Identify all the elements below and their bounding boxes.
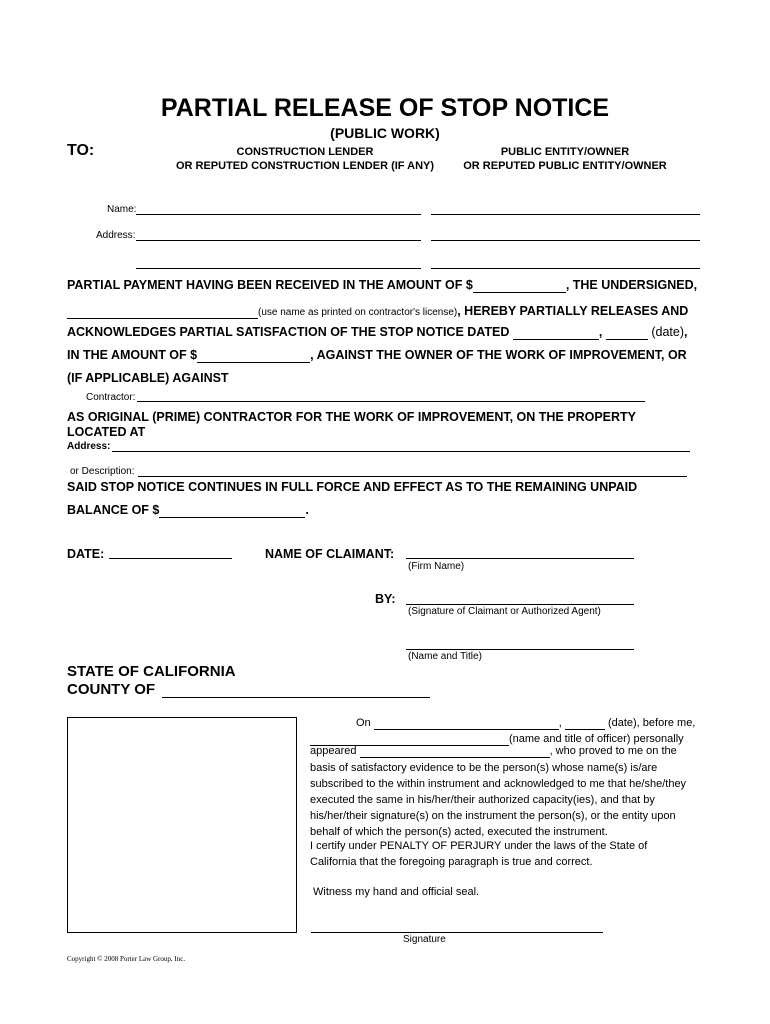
stop-notice-date-field[interactable] — [513, 325, 599, 340]
lender-name-field[interactable] — [136, 214, 421, 215]
proved-text: , who proved to me on the — [549, 745, 677, 757]
entity-address-field-2[interactable] — [431, 268, 700, 269]
name-label: Name: — [107, 204, 137, 215]
payment-amount-field[interactable] — [473, 278, 566, 293]
stop-notice-year-field[interactable] — [606, 325, 648, 340]
contractor-field[interactable] — [137, 401, 645, 402]
description-label: or Description: — [70, 466, 135, 477]
appeared-name-field[interactable] — [360, 745, 550, 758]
notary-year-field[interactable] — [565, 717, 605, 730]
license-hint: (use name as printed on contractor's license) — [258, 307, 458, 318]
notary-seal-box — [67, 717, 297, 933]
contractor-name-line — [67, 302, 688, 320]
entity-heading-1: PUBLIC ENTITY/OWNER — [500, 146, 630, 158]
comma-2: , — [683, 325, 688, 339]
property-description-field[interactable] — [138, 476, 687, 477]
firm-name-caption: (Firm Name) — [408, 561, 465, 572]
by-label: BY: — [375, 592, 396, 606]
entity-address-field[interactable] — [431, 240, 700, 241]
acknowledges-text: ACKNOWLEDGES PARTIAL SATISFACTION OF THE STOP NOTICE DATED — [67, 325, 510, 339]
payment-line — [67, 278, 697, 293]
date-label: DATE: — [67, 547, 105, 561]
original-contractor-line: AS ORIGINAL (PRIME) CONTRACTOR FOR THE WORK OF IMPROVEMENT, ON THE PROPERTY — [67, 410, 636, 424]
notary-on-line: On , (date), before me, — [356, 717, 696, 729]
page-title: PARTIAL RELEASE OF STOP NOTICE — [160, 94, 610, 122]
balance-text: BALANCE OF $ — [67, 503, 160, 517]
to-label: TO: — [67, 142, 95, 159]
claimant-signature-field[interactable] — [406, 604, 634, 605]
property-address-label: Address: — [67, 441, 111, 452]
continues-line: SAID STOP NOTICE CONTINUES IN FULL FORCE AND EFFECT AS TO THE REMAINING UNPAID — [67, 480, 638, 494]
balance-line — [67, 503, 309, 518]
copyright-notice: Copyright © 2008 Porter Law Group, Inc. — [67, 955, 186, 963]
perjury-paragraph: I certify under PENALTY OF PERJURY under the laws of the State of California that the foregoing paragraph is true and correct. — [310, 840, 648, 868]
name-title-field[interactable] — [406, 649, 634, 650]
claimant-label: NAME OF CLAIMANT: — [265, 547, 395, 561]
contractor-license-name-field[interactable] — [67, 304, 258, 319]
property-address-field[interactable] — [112, 451, 690, 452]
date-hint: (date) — [651, 325, 684, 339]
amount-text: IN THE AMOUNT OF $ — [67, 348, 198, 362]
appeared-label: appeared — [310, 745, 357, 757]
notary-date-field[interactable] — [374, 717, 559, 730]
address-label: Address: — [96, 230, 136, 241]
date-before-me: (date), before me, — [607, 717, 696, 729]
balance-amount-field[interactable] — [159, 503, 305, 518]
county-field[interactable] — [162, 697, 430, 698]
state-heading: STATE OF CALIFORNIA — [67, 663, 236, 680]
comma: , — [598, 325, 603, 339]
notary-appeared-line — [310, 745, 677, 758]
if-applicable-line: (IF APPLICABLE) AGAINST — [67, 371, 229, 385]
page-subtitle: (PUBLIC WORK) — [330, 125, 440, 141]
lender-heading-1: CONSTRUCTION LENDER — [236, 146, 374, 158]
notary-paragraph: basis of satisfactory evidence to be the person(s) whose name(s) is/are subscribed to the within instrument and acknowledged to me that he/she/they executed the same in his/her/their authorized capacity(ies), and that by his/her/their signature(s) on the instrument the person(s), or the entity upon behalf of which the person(s) acted, executed the instrument. — [310, 762, 687, 838]
claimant-firm-field[interactable] — [406, 558, 634, 559]
entity-heading-2: OR REPUTED PUBLIC ENTITY/OWNER — [463, 160, 667, 172]
period: . — [305, 503, 309, 517]
county-label: COUNTY OF — [67, 681, 156, 698]
lender-address-field-2[interactable] — [136, 268, 421, 269]
payment-text: PARTIAL PAYMENT HAVING BEEN RECEIVED IN THE AMOUNT OF $ — [67, 278, 473, 292]
lender-heading-2: OR REPUTED CONSTRUCTION LENDER (IF ANY) — [175, 160, 435, 172]
officer-caption: (name and title of officer) personally — [509, 733, 684, 745]
acknowledges-line — [67, 325, 687, 340]
located-at-line: LOCATED AT — [67, 425, 146, 439]
on-label: On — [356, 717, 371, 729]
notary-signature-field[interactable] — [311, 932, 603, 933]
date-field[interactable] — [109, 558, 232, 559]
contractor-label: Contractor: — [86, 392, 136, 403]
notary-signature-label: Signature — [403, 934, 446, 945]
notice-amount-field[interactable] — [197, 348, 310, 363]
witness-line: Witness my hand and official seal. — [313, 886, 480, 898]
signature-caption: (Signature of Claimant or Authorized Agent) — [408, 606, 601, 617]
undersigned-text: , THE UNDERSIGNED, — [565, 278, 698, 292]
releases-text: , HEREBY PARTIALLY RELEASES AND — [457, 304, 689, 318]
against-owner-text: , AGAINST THE OWNER OF THE WORK OF IMPROVEMENT, OR — [310, 348, 687, 362]
name-title-caption: (Name and Title) — [408, 651, 482, 662]
entity-name-field[interactable] — [431, 214, 700, 215]
lender-address-field[interactable] — [136, 240, 421, 241]
amount-line — [67, 348, 687, 363]
